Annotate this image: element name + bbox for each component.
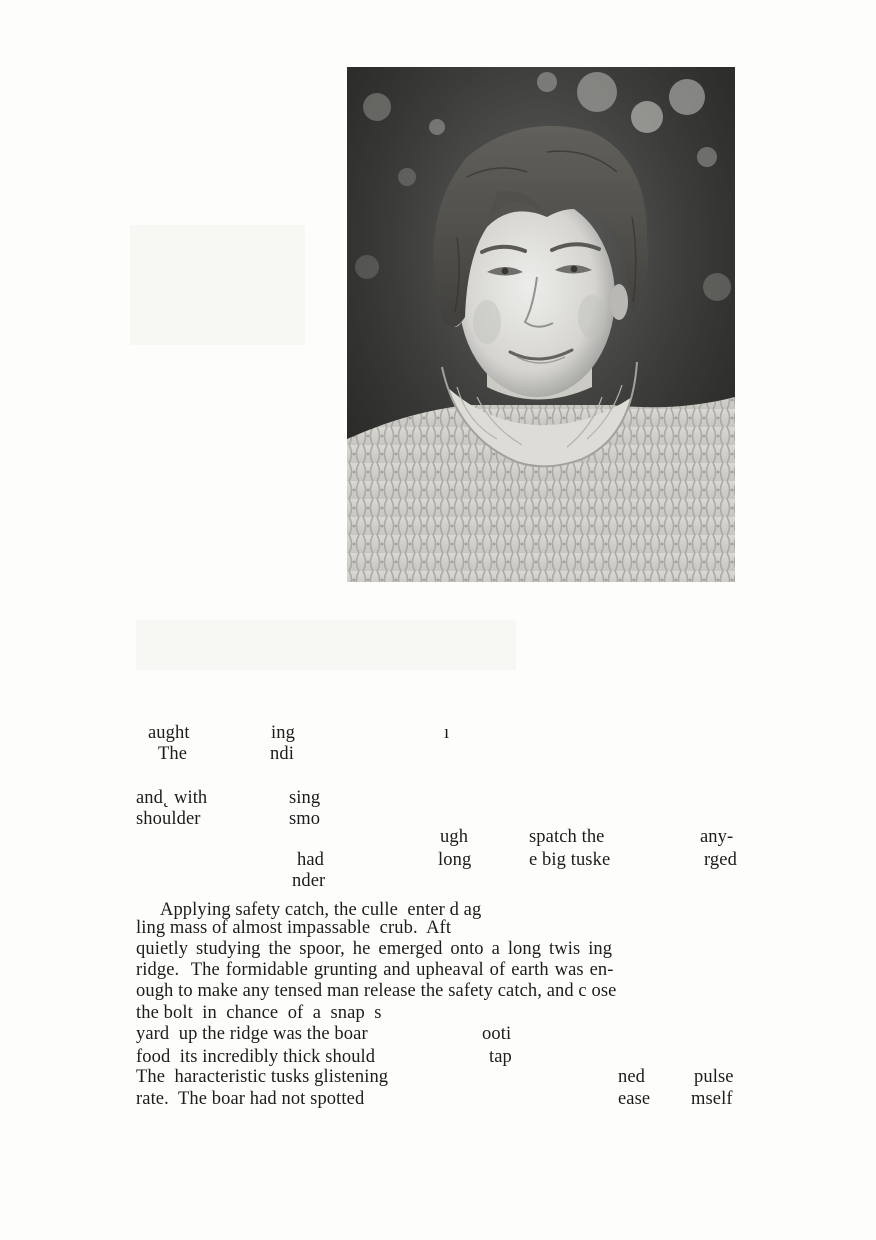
text-fragment: spatch the — [529, 827, 605, 847]
paragraph-line: tap — [489, 1047, 512, 1067]
text-fragment: smo — [289, 809, 321, 829]
paragraph-line: the bolt in chance of a snap s — [136, 1003, 382, 1023]
text-fragment: sing — [289, 788, 321, 808]
text-fragment: had — [297, 850, 325, 870]
paragraph-line: food its incredibly thick should — [136, 1047, 376, 1067]
print-through-caption — [136, 620, 516, 670]
paragraph-line: pulse — [694, 1067, 734, 1087]
text-fragment: ı — [444, 723, 450, 743]
text-fragment: ing — [271, 723, 295, 743]
paragraph-line: rate. The boar had not spotted — [136, 1089, 365, 1109]
paragraph-line: ling mass of almost impassable crub. Aft — [136, 918, 452, 938]
text-fragment: rged — [704, 850, 737, 870]
paragraph-line: quietly studying the spoor, he emerged onto a long twis ing — [136, 939, 613, 959]
paragraph-line: Applying safety catch, the culle enter d ag — [160, 900, 482, 920]
paragraph-line: ease — [618, 1089, 651, 1109]
paragraph-line: The haracteristic tusks glistening — [136, 1067, 389, 1087]
paragraph-line: ooti — [482, 1024, 512, 1044]
print-through-left — [130, 225, 305, 345]
paragraph-line: yard up the ridge was the boar — [136, 1024, 368, 1044]
paragraph-line: mself — [691, 1089, 733, 1109]
paragraph-line: ned — [618, 1067, 646, 1087]
text-fragment: nder — [292, 871, 326, 891]
paragraph-line: ough to make any tensed man release the safety catch, and c ose — [136, 981, 617, 1001]
paragraph-line: ridge. The formidable grunting and upheaval of earth was en- — [136, 960, 614, 980]
text-fragment: any- — [700, 827, 734, 847]
text-fragment: ugh — [440, 827, 469, 847]
text-fragment: long — [438, 850, 472, 870]
text-fragment: ndi — [270, 744, 294, 764]
text-fragment: aught — [148, 723, 190, 743]
portrait-photo — [347, 67, 735, 582]
text-fragment: The — [158, 744, 188, 764]
text-fragment: shoulder — [136, 809, 201, 829]
text-fragment: and˛ with — [136, 788, 208, 808]
text-fragment: e big tuske — [529, 850, 611, 870]
